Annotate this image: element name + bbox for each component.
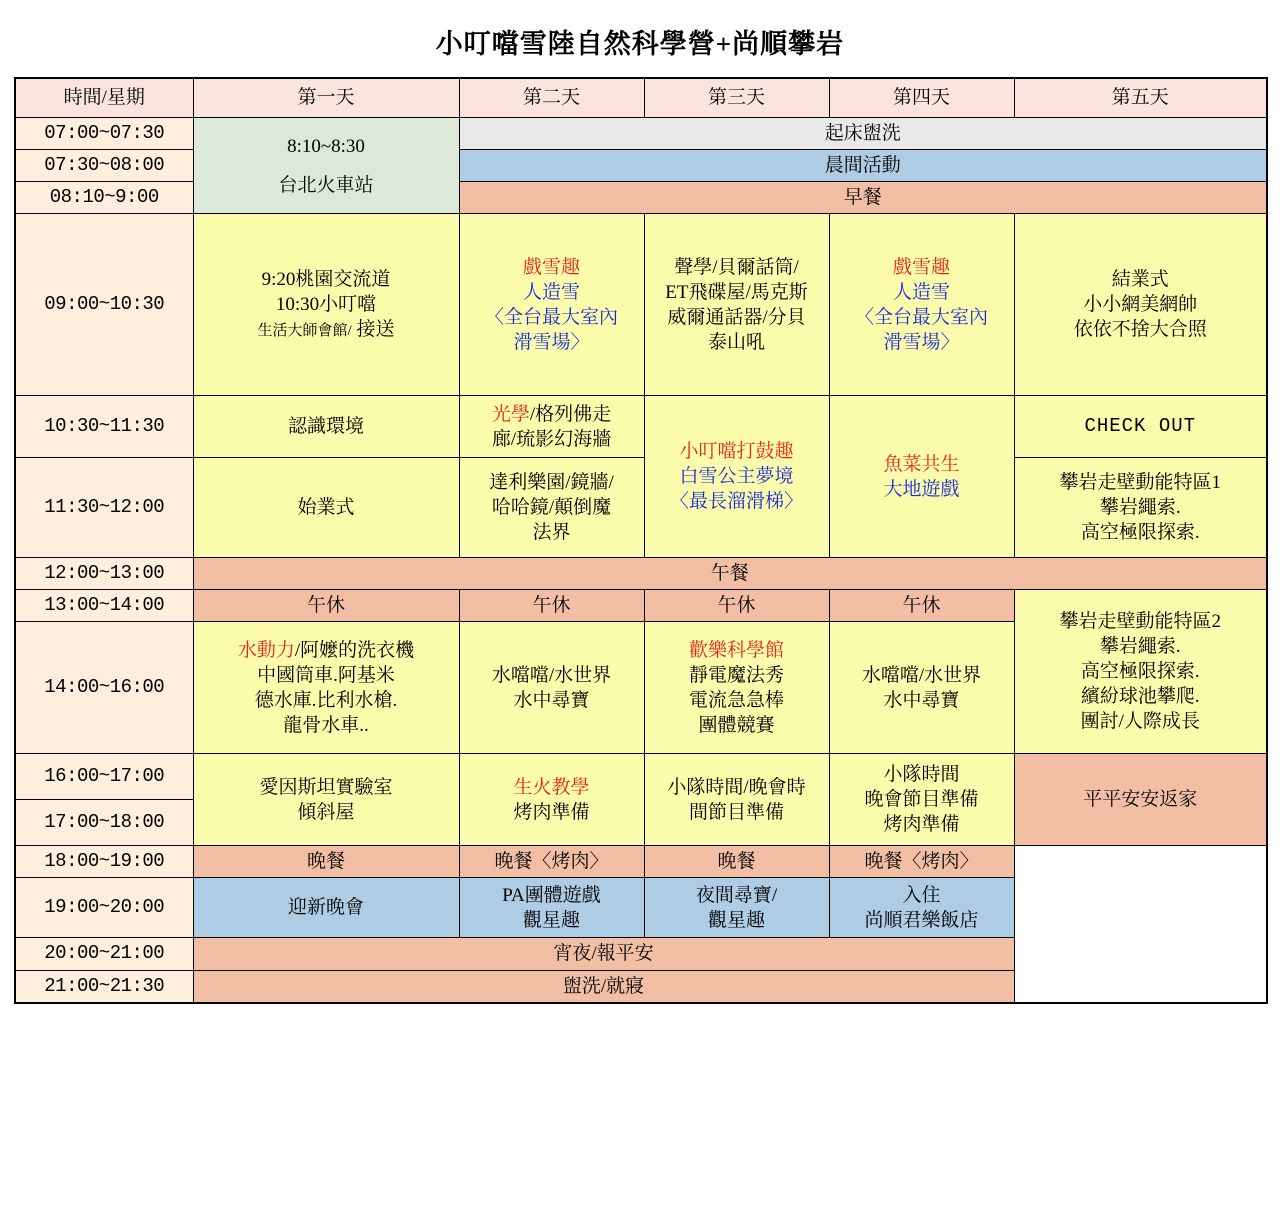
activity-line: 德水庫.比利水槍.	[254, 689, 398, 711]
cell-day2-night	[459, 878, 644, 938]
cell-day1-evening	[193, 754, 459, 846]
activity-highlight: 魚菜共生	[883, 453, 960, 475]
table-row	[15, 558, 1267, 590]
cell-day4-morning1	[829, 214, 1014, 396]
activity-line: 電流急急棒	[688, 689, 784, 711]
cell-day5-checkout: CHECK OUT	[1014, 396, 1267, 458]
activity-line: 大地遊戲	[883, 478, 960, 500]
time-label: 21:00~21:30	[15, 970, 193, 1003]
activity-line-text: 接送	[356, 319, 395, 341]
time-label: 07:00~07:30	[15, 118, 193, 150]
cell-day4-afternoon	[829, 622, 1014, 754]
activity-line: 愛因斯坦實驗室	[259, 776, 393, 798]
activity-highlight: 生火教學	[513, 776, 590, 798]
cell-day3-nap: 午休	[644, 590, 829, 622]
activity-line: 觀星趣	[522, 909, 580, 931]
activity-line: 繽紛球池攀爬.	[1080, 686, 1200, 708]
time-label: 08:10~9:00	[15, 182, 193, 214]
activity-line: 團體競賽	[698, 714, 775, 736]
activity-line: 小隊時間/晚會時	[667, 776, 806, 798]
time-label: 14:00~16:00	[15, 622, 193, 754]
time-label: 09:00~10:30	[15, 214, 193, 396]
activity-line: 夜間尋寶/	[695, 884, 778, 906]
cell-breakfast: 早餐	[459, 182, 1267, 214]
cell-day1-morning3: 始業式	[193, 458, 459, 558]
time-label: 17:00~18:00	[15, 800, 193, 846]
cell-day1-afternoon	[193, 622, 459, 754]
cell-supper: 宵夜/報平安	[193, 938, 1014, 970]
activity-line: 烤肉準備	[513, 801, 590, 823]
activity-line: 團討/人際成長	[1080, 711, 1200, 733]
cell-day3-evening	[644, 754, 829, 846]
table-row	[15, 846, 1267, 878]
activity-line: 水中尋寶	[513, 689, 590, 711]
table-row	[15, 118, 1267, 150]
cell-day1-departure	[193, 118, 459, 214]
activity-line: 泰山吼	[707, 331, 765, 353]
activity-line	[198, 317, 455, 342]
time-label: 20:00~21:00	[15, 938, 193, 970]
cell-day2-morning1	[459, 214, 644, 396]
activity-line: 間節目準備	[688, 801, 784, 823]
activity-line	[464, 402, 640, 427]
activity-line: 聲學/貝爾話筒/	[674, 256, 799, 278]
activity-line: 人造雪	[892, 281, 950, 303]
table-row	[15, 590, 1267, 622]
time-label: 11:30~12:00	[15, 458, 193, 558]
cell-day2-evening	[459, 754, 644, 846]
cell-day2-morning3	[459, 458, 644, 558]
schedule-table	[14, 77, 1268, 1004]
activity-line: 烤肉準備	[883, 814, 960, 836]
cell-day5-empty	[1014, 846, 1267, 1003]
activity-line: 中國筒車.阿基米	[257, 664, 395, 686]
cell-day1-nap: 午休	[193, 590, 459, 622]
activity-line: 滑雪場〉	[513, 331, 590, 353]
departure-place: 台北火車站	[278, 174, 374, 196]
cell-lunch: 午餐	[193, 558, 1267, 590]
activity-line: 白雪公主夢境	[679, 466, 794, 488]
cell-day3-afternoon	[644, 622, 829, 754]
activity-line: 攀岩繩索.	[1099, 497, 1181, 519]
time-label: 10:30~11:30	[15, 396, 193, 458]
departure-time: 8:10~8:30	[287, 135, 365, 157]
cell-day1-night: 迎新晚會	[193, 878, 459, 938]
activity-line: 滑雪場〉	[883, 331, 960, 353]
column-header-day2: 第二天	[459, 78, 644, 118]
column-header-time: 時間/星期	[15, 78, 193, 118]
activity-line: 達利樂園/鏡牆/	[489, 472, 614, 494]
activity-highlight: 戲雪趣	[522, 256, 580, 278]
cell-day5-afternoon	[1014, 590, 1267, 754]
activity-note: 生活大師會館/	[257, 323, 352, 340]
cell-day4-morning2	[829, 396, 1014, 558]
cell-day2-dinner: 晚餐〈烤肉〉	[459, 846, 644, 878]
table-header-row	[15, 78, 1267, 118]
activity-line: 法界	[532, 522, 571, 544]
activity-line: 尚順君樂飯店	[864, 909, 979, 931]
activity-line: 水中尋寶	[883, 689, 960, 711]
activity-line: 〈全台最大室內	[484, 306, 618, 328]
activity-highlight: 戲雪趣	[892, 256, 950, 278]
activity-line: 結業式	[1111, 269, 1169, 291]
column-header-day3: 第三天	[644, 78, 829, 118]
cell-day1-morning1	[193, 214, 459, 396]
activity-highlight: 小叮噹打鼓趣	[679, 441, 794, 463]
activity-highlight: 歡樂科學館	[688, 639, 784, 661]
activity-line: 高空極限探索.	[1080, 661, 1200, 683]
cell-day1-dinner: 晚餐	[193, 846, 459, 878]
activity-highlight: 水動力	[237, 639, 295, 661]
activity-line-text: /阿嬤的洗衣機	[294, 639, 415, 661]
cell-day5-morning3	[1014, 458, 1267, 558]
cell-day3-morning1	[644, 214, 829, 396]
table-row	[15, 396, 1267, 458]
activity-line: 小隊時間	[883, 764, 960, 786]
cell-day2-morning2	[459, 396, 644, 458]
cell-day3-night	[644, 878, 829, 938]
activity-line: 晚會節目準備	[864, 789, 979, 811]
activity-line: 龍骨水車..	[283, 714, 369, 736]
activity-line: PA團體遊戲	[502, 884, 601, 906]
time-label: 16:00~17:00	[15, 754, 193, 800]
activity-line: 高空極限探索.	[1080, 522, 1200, 544]
cell-day4-night	[829, 878, 1014, 938]
cell-day2-afternoon	[459, 622, 644, 754]
column-header-day1: 第一天	[193, 78, 459, 118]
cell-day5-home: 平平安安返家	[1014, 754, 1267, 846]
time-label: 07:30~08:00	[15, 150, 193, 182]
table-row	[15, 458, 1267, 558]
cell-wake: 起床盥洗	[459, 118, 1267, 150]
activity-line: ET飛碟屋/馬克斯	[665, 281, 808, 303]
column-header-day5: 第五天	[1014, 78, 1267, 118]
activity-line: 廊/琉影幻海牆	[491, 428, 612, 450]
activity-line: 觀星趣	[707, 909, 765, 931]
activity-line: 〈全台最大室內	[854, 306, 988, 328]
time-label: 13:00~14:00	[15, 590, 193, 622]
activity-line: 傾斜屋	[297, 801, 355, 823]
activity-line: 水噹噹/水世界	[491, 664, 612, 686]
cell-day4-nap: 午休	[829, 590, 1014, 622]
column-header-day4: 第四天	[829, 78, 1014, 118]
activity-line: 攀岩繩索.	[1099, 636, 1181, 658]
cell-wash-sleep: 盥洗/就寢	[193, 970, 1014, 1003]
activity-highlight: 光學	[491, 403, 530, 425]
time-label: 18:00~19:00	[15, 846, 193, 878]
activity-line: 〈最長溜滑梯〉	[669, 491, 803, 513]
cell-day5-morning1	[1014, 214, 1267, 396]
page-title: 小叮噹雪陸自然科學營+尚順攀岩	[435, 29, 845, 59]
cell-day1-morning2: 認識環境	[193, 396, 459, 458]
table-row	[15, 754, 1267, 800]
activity-line: 入住	[902, 884, 941, 906]
activity-line: 水噹噹/水世界	[861, 664, 982, 686]
activity-line: 攀岩走壁動能特區2	[1059, 611, 1221, 633]
activity-line: 小小網美網帥	[1083, 294, 1198, 316]
cell-day3-dinner: 晚餐	[644, 846, 829, 878]
activity-line: 人造雪	[522, 281, 580, 303]
activity-line: 靜電魔法秀	[688, 664, 784, 686]
table-row	[15, 214, 1267, 396]
activity-line: 哈哈鏡/顛倒魔	[491, 497, 612, 519]
cell-day2-nap: 午休	[459, 590, 644, 622]
cell-day4-dinner: 晚餐〈烤肉〉	[829, 846, 1014, 878]
cell-day4-evening	[829, 754, 1014, 846]
activity-line	[198, 638, 455, 663]
activity-line: 9:20桃園交流道	[261, 269, 391, 291]
time-label: 12:00~13:00	[15, 558, 193, 590]
time-label: 19:00~20:00	[15, 878, 193, 938]
cell-day3-morning2	[644, 396, 829, 558]
activity-line: 威爾通話器/分貝	[667, 306, 806, 328]
cell-morning-activity: 晨間活動	[459, 150, 1267, 182]
activity-line: 10:30小叮噹	[275, 294, 377, 316]
activity-line: 攀岩走壁動能特區1	[1059, 472, 1221, 494]
activity-line-text: /格列佛走	[529, 403, 612, 425]
activity-line: 依依不捨大合照	[1073, 319, 1207, 341]
